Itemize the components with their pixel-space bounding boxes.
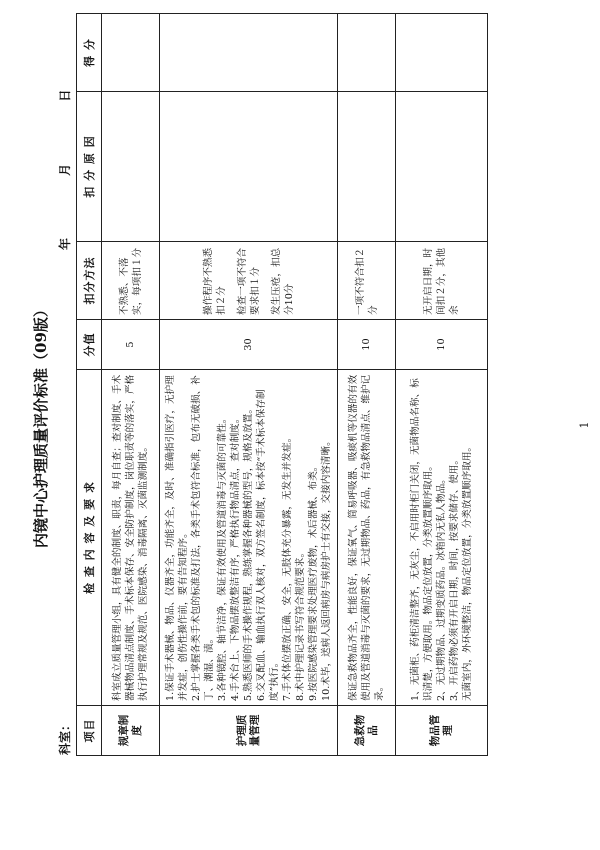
content-line: 3、开启药物必须有开启日期，时间，按要求储存、使用。 bbox=[449, 455, 460, 701]
row-method bbox=[102, 242, 160, 320]
date-month-label: 月 bbox=[58, 163, 72, 176]
table-header-row bbox=[77, 14, 102, 756]
evaluation-table bbox=[76, 13, 488, 756]
content-line: 科室成立质量管理小组，具有健全的制度、职责，每月自查；查对制度、手术器械物品清点制度、手术标本保存、安全防护制度，岗位职责等的落实，严格执行护理常规及规范、医院感染、消毒隔离、灭菌监测制度。 bbox=[112, 374, 149, 701]
row-score: 10 bbox=[338, 320, 396, 370]
header-reason: 扣 分 原 因 bbox=[77, 92, 102, 242]
date-line bbox=[56, 90, 73, 250]
department-label: 科室： bbox=[58, 718, 72, 755]
content-line: 7.手术体位摆放正确、安全，无肢体充分暴露，无发生并发症。 bbox=[282, 432, 293, 701]
content-line: 4.手术台上、下物品摆放整洁有序，严格执行物品清点，查对制度。 bbox=[230, 413, 241, 701]
row-project: 物品管理 bbox=[396, 706, 488, 756]
content-line: 2、无过期物品、过期变质药品。冰箱内无私人物品。 bbox=[436, 474, 447, 701]
row-content bbox=[102, 370, 160, 706]
row-content bbox=[396, 370, 488, 706]
content-line: 保证急救物品齐全，性能良好，保证氧气、简易呼吸器、吸痰机等仪器的有效使用及管道消毒与灭菌的要求，无过期物品、药品，有急救物品清点、维护记录。 bbox=[348, 374, 385, 701]
row-score: 5 bbox=[102, 320, 160, 370]
content-line: 5.熟悉医师的手术操作规程，熟练掌握各种器械的型号，规格及放置。 bbox=[243, 404, 254, 701]
page-number: 1 bbox=[578, 421, 591, 429]
content-line: 1.保证手术器械、物品、仪器齐全，功能齐全，及时、准确指引医疗，无护理并发症，创伤性操作前，要有告知程序。 bbox=[165, 375, 189, 701]
deduction-reason-cell[interactable] bbox=[396, 92, 488, 242]
content-line: 8.术中护理记录书写符合规范要求。 bbox=[295, 547, 306, 701]
header-points: 得 分 bbox=[77, 14, 102, 92]
method-line: 发生压疮，扣总分10分 bbox=[270, 247, 295, 315]
method-line: 一项不符合扣２分 bbox=[354, 247, 379, 315]
header-score: 分值 bbox=[77, 320, 102, 370]
method-line: 不熟悉、不落实，每项扣１分 bbox=[118, 247, 143, 315]
score-cell[interactable] bbox=[160, 14, 338, 92]
method-line: 操作程序不熟悉扣２分 bbox=[202, 247, 227, 315]
table-row bbox=[338, 14, 396, 756]
row-score: 30 bbox=[160, 320, 338, 370]
deduction-reason-cell[interactable] bbox=[338, 92, 396, 242]
content-line: 9.按医院感染管理要求处理医疗废物，术后器械、布类。 bbox=[308, 461, 319, 701]
row-method bbox=[396, 242, 488, 320]
score-cell[interactable] bbox=[102, 14, 160, 92]
content-line: 1、无菌柜、药柜清洁整齐，无灰尘，不启用时柜门关闭，无菌物品名称、标识清楚，方便取用。物品定位放置，分类放置顺序取用。 bbox=[410, 378, 434, 701]
content-line: 3.各种镜腔、轴节洁净，保证有效使用及管道消毒与灭菌的可靠性。 bbox=[217, 413, 228, 701]
header-project: 项目 bbox=[77, 706, 102, 756]
score-cell[interactable] bbox=[396, 14, 488, 92]
deduction-reason-cell[interactable] bbox=[102, 92, 160, 242]
row-content bbox=[338, 370, 396, 706]
row-method bbox=[338, 242, 396, 320]
row-content bbox=[160, 370, 338, 706]
content-line: 2.护士掌握各类手术包的标准及打法，各类手术包符合标准，包布无破损、补丁、潮湿、渍。 bbox=[191, 375, 215, 701]
table-row bbox=[102, 14, 160, 756]
deduction-reason-cell[interactable] bbox=[160, 92, 338, 242]
date-year-label: 年 bbox=[58, 237, 72, 250]
content-line: 10.术毕，送病人返回病房与病房护士有交接，交接内容清晰。 bbox=[321, 436, 332, 701]
row-project: 规章制度 bbox=[102, 706, 160, 756]
header-method: 扣分方法 bbox=[77, 242, 102, 320]
table-row bbox=[160, 14, 338, 756]
row-score: 10 bbox=[396, 320, 488, 370]
date-day-label: 日 bbox=[58, 89, 72, 102]
row-project: 急救物品 bbox=[338, 706, 396, 756]
row-project: 护理质量管理 bbox=[160, 706, 338, 756]
content-line: 6.交叉配血、输血执行双人核对，双方签名制度，标本按“手术标本保存制度”执行。 bbox=[256, 389, 280, 701]
method-line: 无开启日期，时间扣２分，其他余 bbox=[423, 247, 460, 315]
content-line: 无菌室内，外环境整洁，物品定位放置，分类放置顺序取用。 bbox=[462, 441, 473, 701]
header-content: 检 查 内 容 及 要 求 bbox=[77, 370, 102, 706]
row-method bbox=[160, 242, 338, 320]
page-title: 内镜中心护理质量评价标准（09版） bbox=[32, 302, 50, 548]
method-line: 检查一项不符合要求扣１分 bbox=[236, 247, 261, 315]
score-cell[interactable] bbox=[338, 14, 396, 92]
table-row bbox=[396, 14, 488, 756]
